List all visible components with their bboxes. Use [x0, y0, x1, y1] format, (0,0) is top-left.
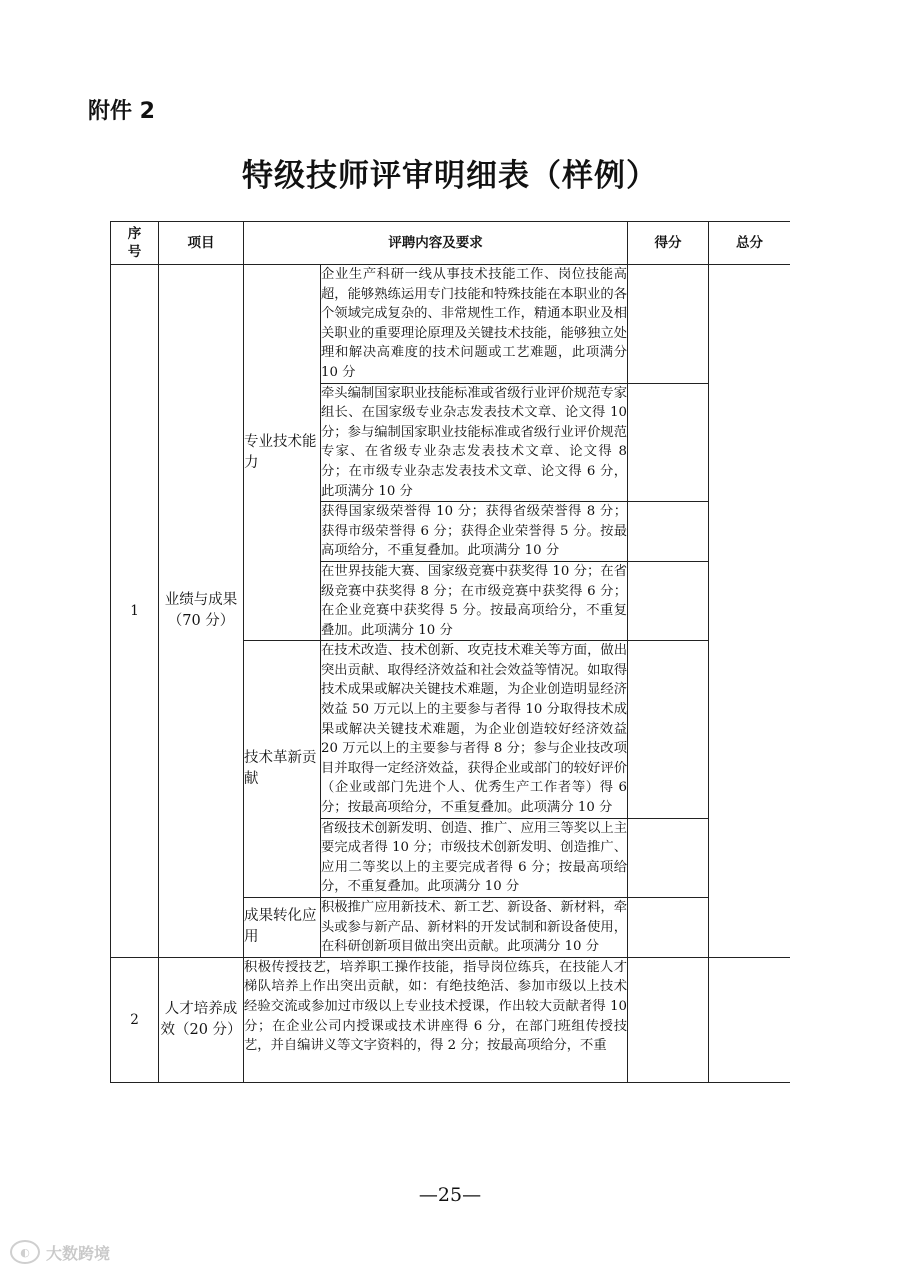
- page-number: —25—: [418, 1184, 482, 1206]
- total-cell[interactable]: [709, 957, 791, 1082]
- score-cell[interactable]: [628, 383, 709, 502]
- score-cell[interactable]: [628, 502, 709, 562]
- requirement-3: 获得国家级荣誉得 10 分；获得省级荣誉得 8 分；获得市级荣誉得 6 分；获得企业荣誉得 5 分。按最高项给分，不重复叠加。此项满分 10 分: [321, 502, 628, 562]
- score-cell[interactable]: [628, 818, 709, 897]
- watermark-text: 大数跨境: [46, 1243, 111, 1263]
- requirement-5: 在技术改造、技术创新、攻克技术难关等方面，做出突出贡献、取得经济效益和社会效益等情况。如取得技术成果或解决关键技术难题，为企业创造明显经济效益 50 万元以上的主要参与者得 10 分取得技术成果或解决关键技术难题，为企业创造较好经济效益 20 万元以上的主要参与者得 8 分；参与企业技改项目并取得一定经济效益，获得企业或部门的较好评价（企业或部门先进个人、优秀生产工作者等）得 6 分；按最高项给分，不重复叠加。此项满分 10 分: [321, 641, 628, 818]
- evaluation-table: [110, 221, 790, 1083]
- row-index-2: 2: [111, 957, 159, 1082]
- document-title: 特级技师评审明细表（样例）: [242, 158, 658, 194]
- subitem-professional-ability: 专业技术能力: [244, 265, 321, 641]
- subitem-result-conversion: 成果转化应用: [244, 898, 321, 958]
- requirement-7: 积极推广应用新技术、新工艺、新设备、新材料，牵头或参与新产品、新材料的开发试制和新设备使用，在科研创新项目做出突出贡献。此项满分 10 分: [321, 898, 628, 958]
- col-header-requirements: 评聘内容及要求: [244, 222, 628, 265]
- subitem-technical-innovation: 技术革新贡献: [244, 641, 321, 898]
- requirement-1: 企业生产科研一线从事技术技能工作、岗位技能高超，能够熟练运用专门技能和特殊技能在本职业的各个领域完成复杂的、非常规性工作，精通本职业及相关职业的重要理论原理及关键技术技能，能够独立处理和解决高难度的技术问题或工艺难题，此项满分 10 分: [321, 265, 628, 384]
- requirement-6: 省级技术创新发明、创造、推广、应用三等奖以上主要完成者得 10 分；市级技术创新发明、创造推广、应用二等奖以上的主要完成者得 6 分；按最高项给分，不重复叠加。此项满分 10 分: [321, 818, 628, 897]
- total-cell[interactable]: [709, 265, 791, 958]
- score-cell[interactable]: [628, 957, 709, 1082]
- col-header-index: 序号: [111, 222, 159, 265]
- score-cell[interactable]: [628, 265, 709, 384]
- score-cell[interactable]: [628, 561, 709, 640]
- attachment-label: 附件 2: [88, 99, 155, 124]
- table-header-row: [111, 222, 791, 265]
- col-header-item: 项目: [159, 222, 244, 265]
- requirement-8: 积极传授技艺，培养职工操作技能，指导岗位练兵，在技能人才梯队培养上作出突出贡献，如：有绝技绝活、参加市级以上技术经验交流或参加过市级以上专业技术授课，作出较大贡献者得 10 分；在企业公司内授课或技术讲座得 6 分，在部门班组传授技艺，并自编讲义等文字资料的，得 2 分；按最高项给分，不重: [244, 957, 628, 1082]
- evaluation-table-frame: [110, 221, 790, 1179]
- item-achievements: 业绩与成果（70 分）: [159, 265, 244, 958]
- score-cell[interactable]: [628, 898, 709, 958]
- requirement-2: 牵头编制国家职业技能标准或省级行业评价规范专家组长、在国家级专业杂志发表技术文章、论文得 10 分；参与编制国家职业技能标准或省级行业评价规范专家、在省级专业杂志发表技术文章、论文得 8 分；在市级专业杂志发表技术文章、论文得 6 分，此项满分 10 分: [321, 383, 628, 502]
- watermark-logo-icon: ◐: [10, 1240, 40, 1264]
- row-index-1: 1: [111, 265, 159, 958]
- table-row: [111, 265, 791, 384]
- col-header-total: 总分: [709, 222, 791, 265]
- requirement-4: 在世界技能大赛、国家级竞赛中获奖得 10 分；在省级竞赛中获奖得 8 分；在市级竞赛中获奖得 6 分；在企业竞赛中获奖得 5 分。按最高项给分，不重复叠加。此项满分 10 分: [321, 561, 628, 640]
- watermark: [10, 1240, 110, 1264]
- col-header-score: 得分: [628, 222, 709, 265]
- score-cell[interactable]: [628, 641, 709, 818]
- table-row: [111, 957, 791, 1082]
- item-talent-cultivation: 人才培养成效（20 分）: [159, 957, 244, 1082]
